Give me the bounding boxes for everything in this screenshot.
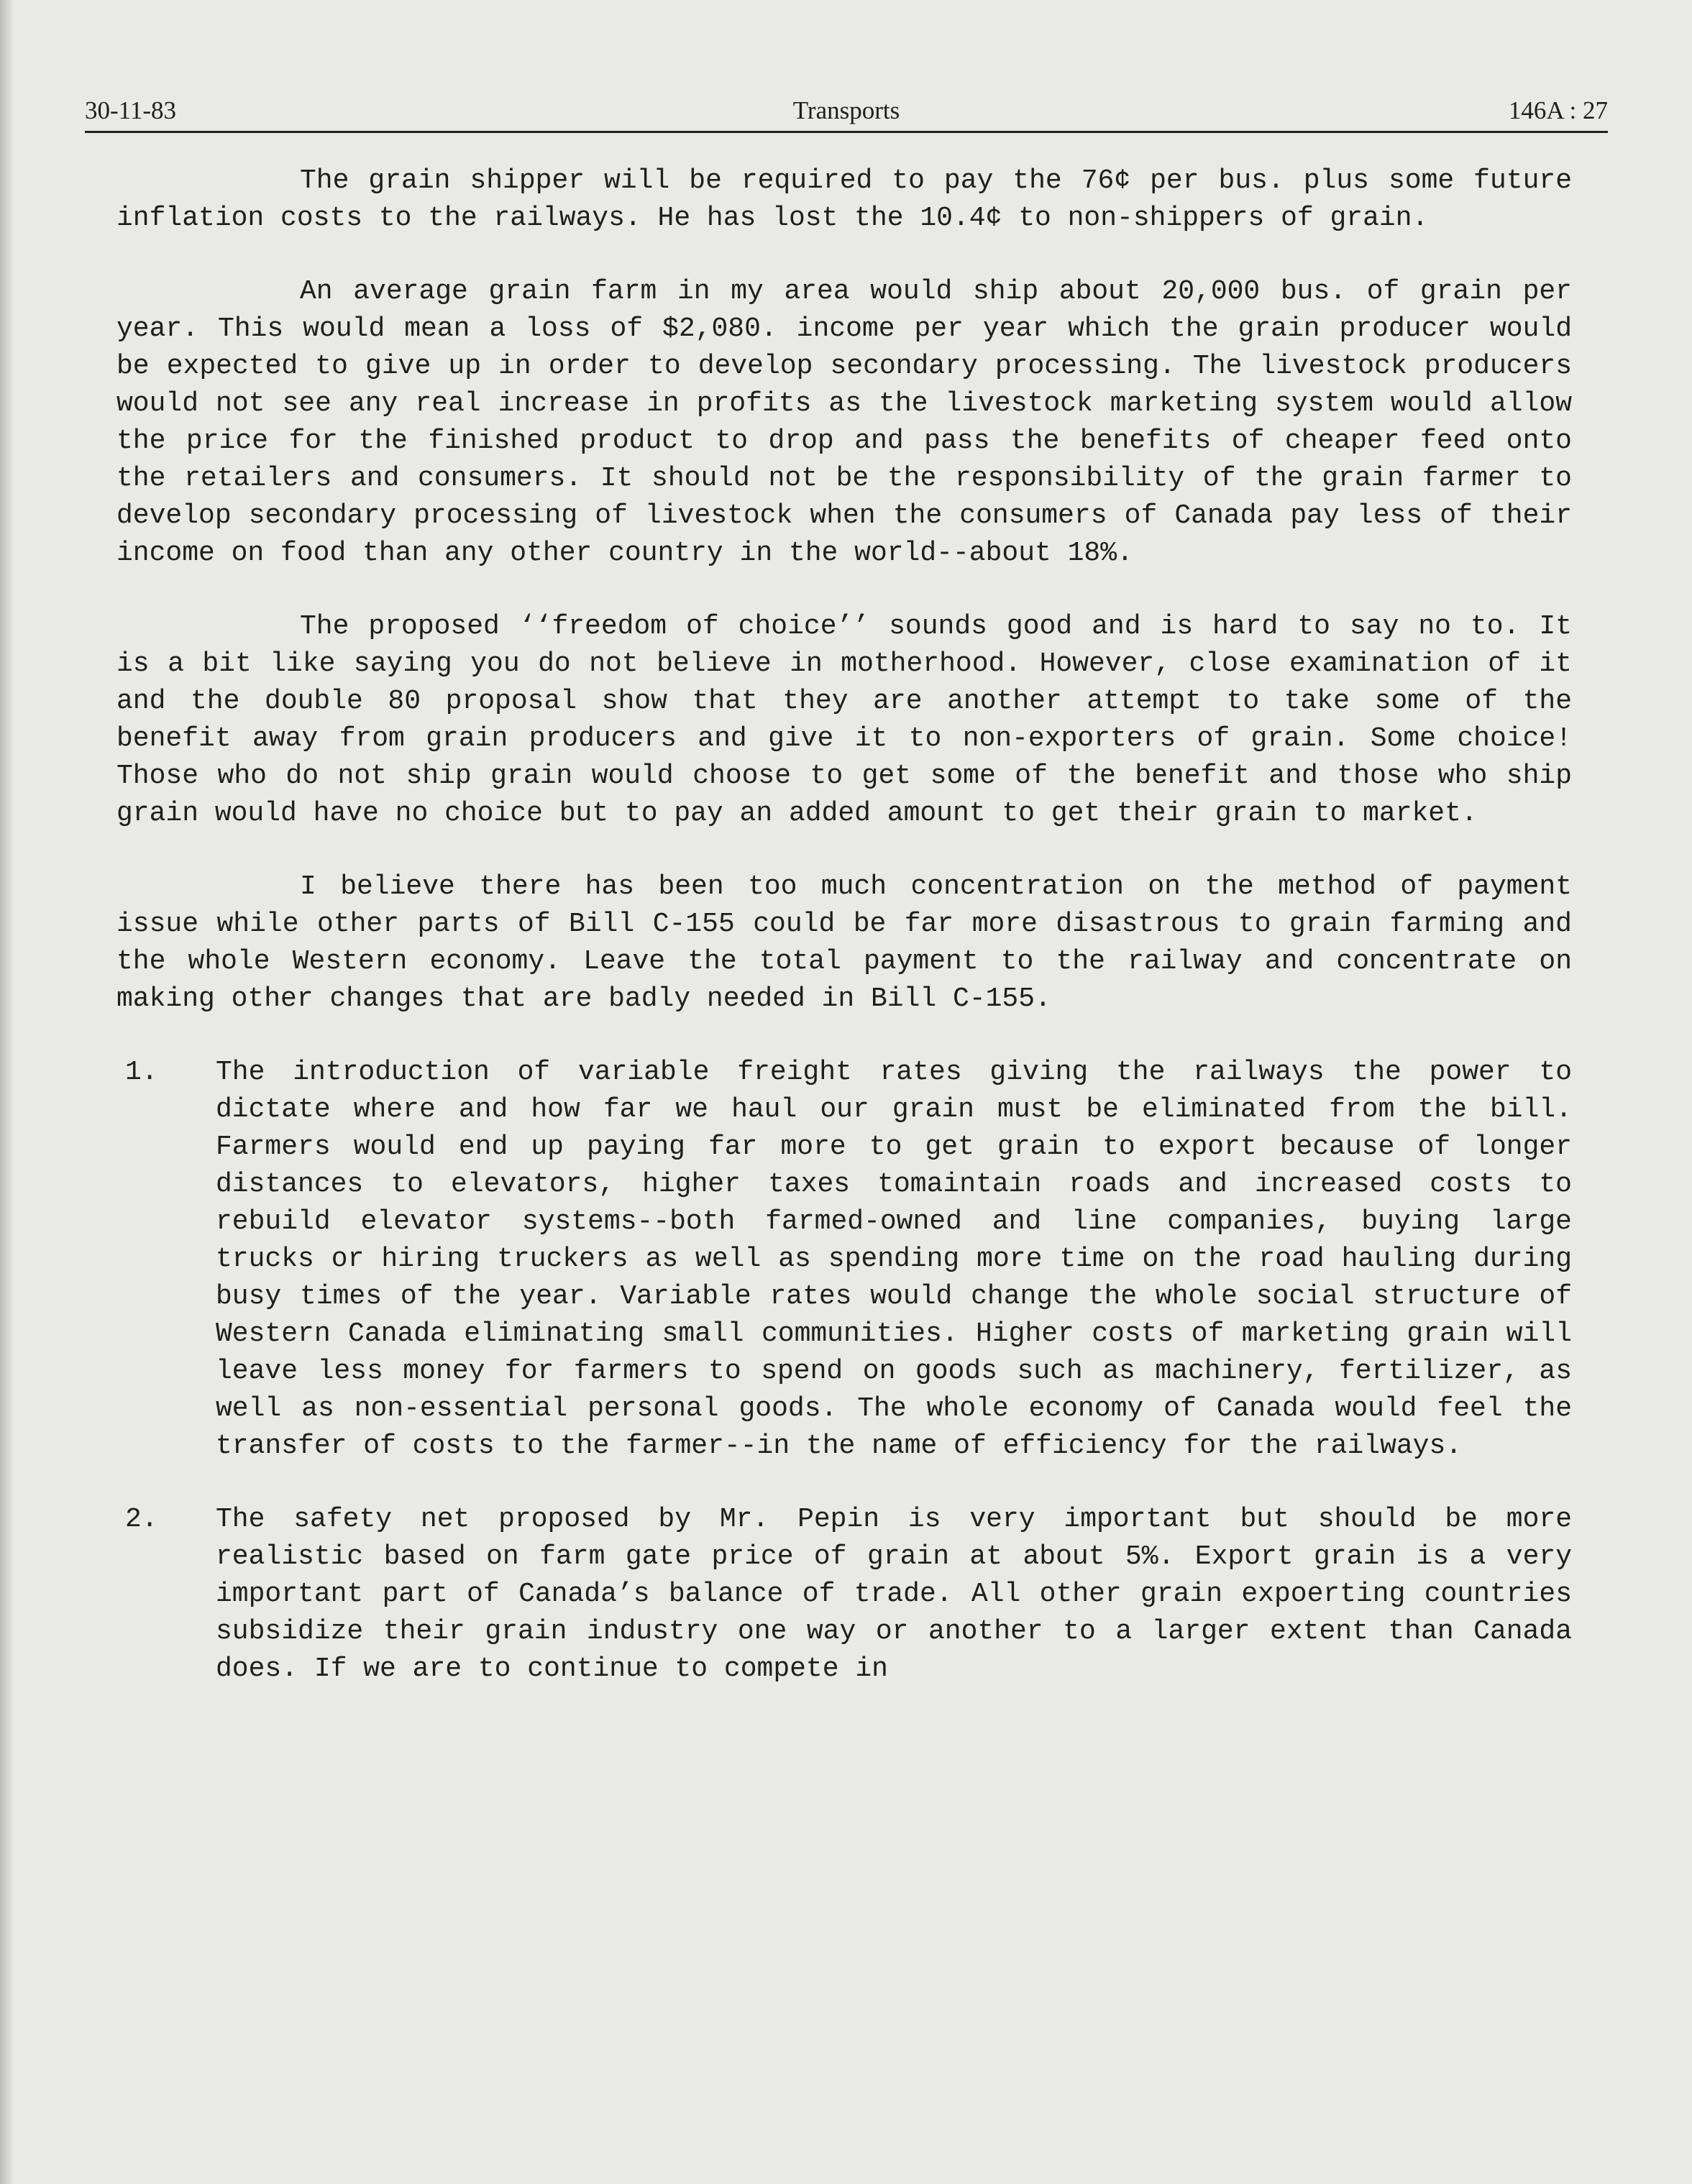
header-title: Transports bbox=[792, 96, 900, 124]
list-item-number: 1. bbox=[125, 1057, 158, 1088]
paragraph: I believe there has been too much concentration on the method of payment issue while other parts of Bill C-155 could be far more disastrous to grain farming and the whole Western economy. Leave the total payment to the railway and concentrate on making other changes that are badly needed in Bill C-155. bbox=[116, 871, 1572, 1014]
list-item bbox=[116, 1501, 1572, 1688]
page-header bbox=[85, 86, 1608, 133]
paragraph: The proposed ‘‘freedom of choice’’ sounds good and is hard to say no to. It is a bit like saying you do not believe in motherhood. However, close examination of it and the double 80 proposal show that they are another attempt to take some of the benefit away from grain producers and give it to non-exporters of grain. Some choice! Those who do not ship grain would choose to get some of the benefit and those who ship grain would have no choice but to pay an added amount to get their grain to market. bbox=[116, 611, 1572, 829]
document-body bbox=[116, 162, 1572, 1724]
header-page-ref: 146A : 27 bbox=[1508, 96, 1608, 124]
list-item bbox=[116, 1054, 1572, 1465]
paragraph: The grain shipper will be required to pay the 76¢ per bus. plus some future inflation costs to the railways. He has lost the 10.4¢ to non-shippers of grain. bbox=[116, 165, 1572, 234]
header-date: 30-11-83 bbox=[85, 96, 177, 124]
list-item-text: The safety net proposed by Mr. Pepin is very important but should be more realistic based on farm gate price of grain at about 5%. Export grain is a very important part of Canada’s balance of trade. All other grain expoerting countries subsidize their grain industry one way or another to a larger extent than Canada does. If we are to continue to compete in bbox=[216, 1504, 1572, 1684]
paragraph: An average grain farm in my area would ship about 20,000 bus. of grain per year. This would mean a loss of $2,080. income per year which the grain producer would be expected to give up in order to develop secondary processing. The livestock producers would not see any real increase in profits as the livestock marketing system would allow the price for the finished product to drop and pass the benefits of cheaper feed onto the retailers and consumers. It should not be the responsibility of the grain farmer to develop secondary processing of livestock when the consumers of Canada pay less of their income on food than any other country in the world--about 18%. bbox=[116, 276, 1572, 569]
list-item-number: 2. bbox=[125, 1504, 158, 1535]
list-item-text: The introduction of variable freight rates giving the railways the power to dictate where and how far we haul our grain must be eliminated from the bill. Farmers would end up paying far more to get grain to export because of longer distances to elevators, higher taxes tomaintain roads and increased costs to rebuild elevator systems--both farmed-owned and line companies, buying large trucks or hiring truckers as well as spending more time on the road hauling during busy times of the year. Variable rates would change the whole social structure of Western Canada eliminating small communities. Higher costs of marketing grain will leave less money for farmers to spend on goods such as machinery, fertilizer, as well as non-essential personal goods. The whole economy of Canada would feel the transfer of costs to the farmer--in the name of efficiency for the railways. bbox=[216, 1057, 1572, 1462]
